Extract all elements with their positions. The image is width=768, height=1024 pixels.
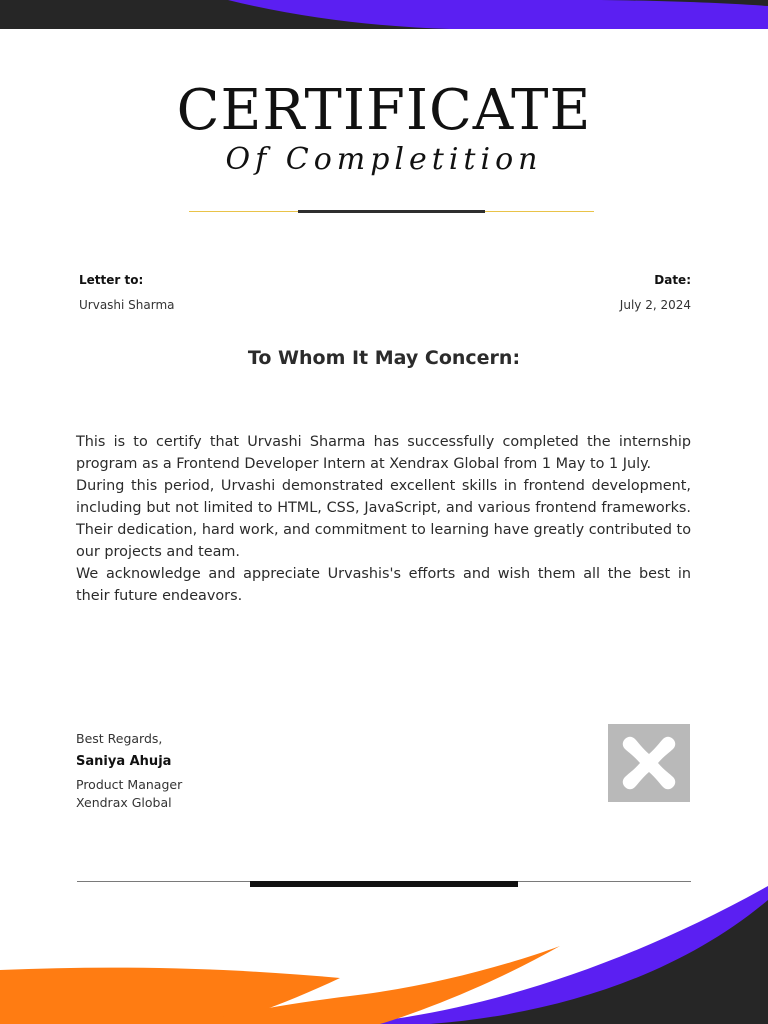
bottom-wave-decoration [0,864,768,1024]
date-label: Date: [654,273,691,287]
body-paragraph: During this period, Urvashi demonstrated excellent skills in frontend development, including but not limited to HTML, CSS, JavaScript, and various frontend frameworks. Their dedication, hard work, and commitment to learning have greatly contributed to our projects and team. [76,478,691,560]
recipient-name: Urvashi Sharma [79,298,175,312]
certificate-title: CERTIFICATE [176,78,592,143]
signer-name: Saniya Ahuja [76,754,172,769]
company-logo-placeholder [608,724,690,802]
certificate-subtitle: Of Completition [225,142,543,177]
body-paragraph: This is to certify that Urvashi Sharma has successfully completed the internship program as a Frontend Developer Intern at Xendrax Global from 1 May to 1 July. [76,434,691,472]
letter-to-label: Letter to: [79,273,144,287]
top-wave-decoration [0,0,768,30]
certificate-body [76,431,691,607]
title-divider-accent [298,210,485,213]
signer-title: Product Manager [76,777,183,792]
date-value: July 2, 2024 [619,298,691,312]
broken-image-x-icon [608,724,690,802]
greeting-heading: To Whom It May Concern: [247,347,521,369]
closing-text: Best Regards, [76,731,163,746]
body-paragraph: We acknowledge and appreciate Urvashis's efforts and wish them all the best in their future endeavors. [76,566,691,604]
signer-company: Xendrax Global [76,795,172,810]
